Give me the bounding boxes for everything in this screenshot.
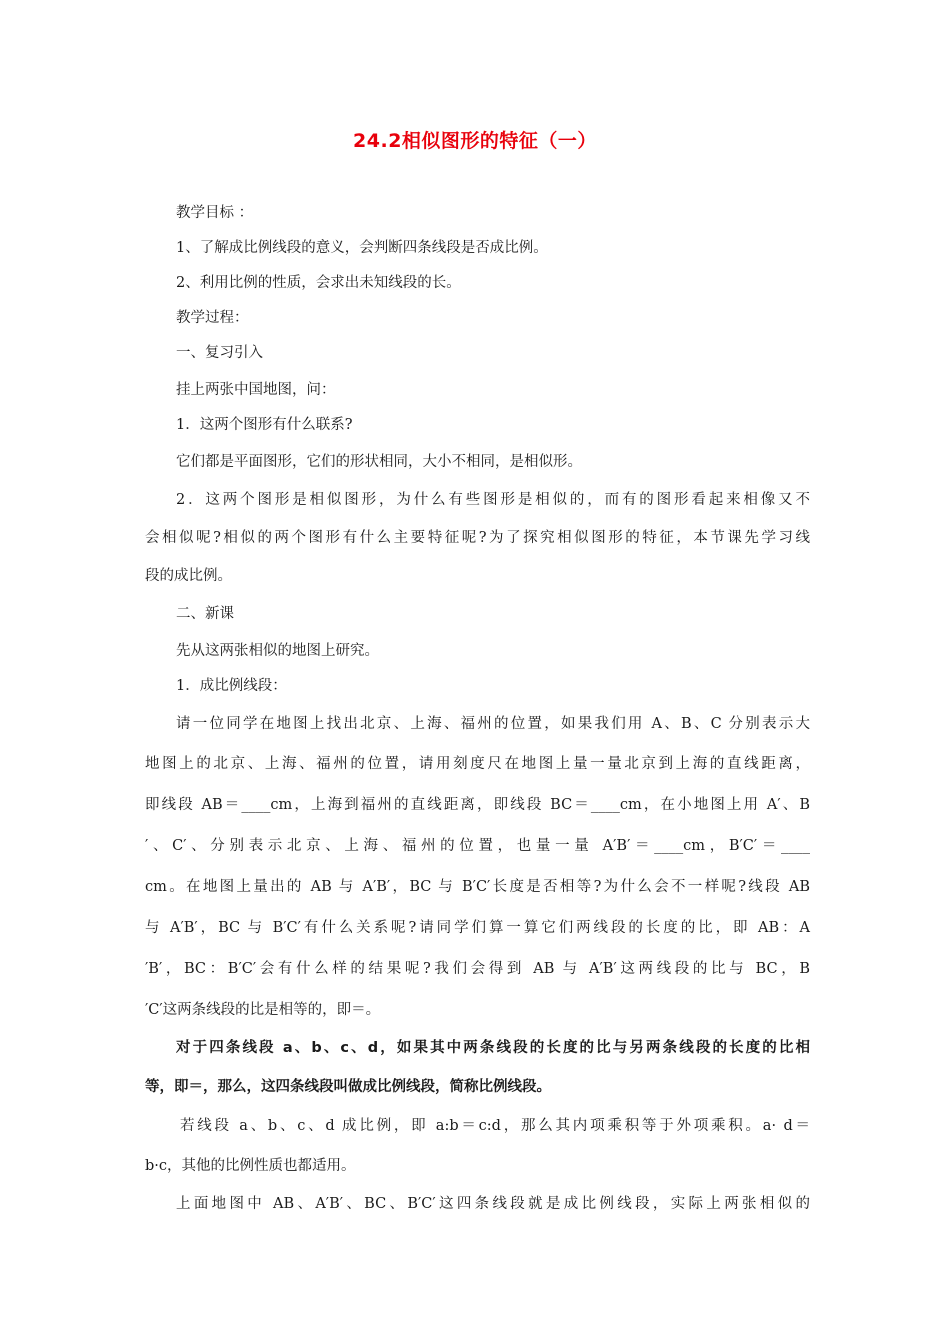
- page-title: 24.2相似图形的特征（一）: [353, 130, 597, 152]
- text-line: 段的成比例。: [145, 568, 232, 584]
- text-line: 即线段 AB＝____cm，上海到福州的直线距离，即线段 BC＝____cm，在小地图上用 A′、B: [145, 797, 810, 813]
- text-line: 教学目标 ：: [176, 205, 254, 221]
- text-line: 若线段 a、b、c、d 成比例，即 a:b＝c:d，那么其内项乘积等于外项乘积。a· d＝: [180, 1118, 810, 1134]
- text-line: 1．成比例线段：: [176, 678, 287, 694]
- text-line: 上面地图中 AB、A′B′、BC、B′C′这四条线段就是成比例线段，实际上两张相似的: [176, 1196, 810, 1212]
- text-line: 请一位同学在地图上找出北京、上海、福州的位置，如果我们用 A、B、C 分别表示大: [176, 716, 810, 732]
- text-line: ′C′这两条线段的比是相等的，即＝。: [145, 1002, 381, 1018]
- text-line: b·c，其他的比例性质也都适用。: [145, 1158, 356, 1174]
- text-line: 地图上的北京、上海、福州的位置，请用刻度尺在地图上量一量北京到上海的直线距离，: [145, 756, 810, 772]
- text-line: 二、新课: [176, 606, 234, 622]
- text-line: 1．这两个图形有什么联系?: [176, 417, 353, 433]
- text-line: 教学过程：: [176, 310, 249, 326]
- text-line: 1、了解成比例线段的意义，会判断四条线段是否成比例。: [176, 240, 548, 256]
- text-line: 一、复习引入: [176, 345, 263, 361]
- text-line: 挂上两张中国地图，问：: [176, 382, 336, 398]
- text-line: 2、利用比例的性质，会求出未知线段的长。: [176, 275, 461, 291]
- text-line: cm。在地图上量出的 AB 与 A′B′，BC 与 B′C′长度是否相等?为什么会不一样呢?线段 AB: [145, 879, 810, 895]
- text-line: ′B′，BC：B′C′会有什么样的结果呢?我们会得到 AB 与 A′B′这两线段的比与 BC，B: [145, 961, 810, 977]
- text-line: ′、C′、分别表示北京、上海、福州的位置，也量一量 A′B′＝____cm，B′C′＝____: [145, 838, 810, 854]
- definition-line: 对于四条线段 a、b、c、d，如果其中两条线段的长度的比与另两条线段的长度的比相: [176, 1040, 810, 1056]
- text-line: 2．这两个图形是相似图形，为什么有些图形是相似的，而有的图形看起来相像又不: [176, 492, 810, 508]
- definition-line: 等，即＝，那么，这四条线段叫做成比例线段，简称比例线段。: [145, 1079, 551, 1095]
- text-line: 它们都是平面图形，它们的形状相同，大小不相同，是相似形。: [176, 454, 582, 470]
- text-line: 会相似呢?相似的两个图形有什么主要特征呢?为了探究相似图形的特征，本节课先学习线: [145, 530, 810, 546]
- text-line: 先从这两张相似的地图上研究。: [176, 643, 379, 659]
- text-line: 与 A′B′，BC 与 B′C′有什么关系呢?请同学们算一算它们两线段的长度的比，即 AB：A: [145, 920, 810, 936]
